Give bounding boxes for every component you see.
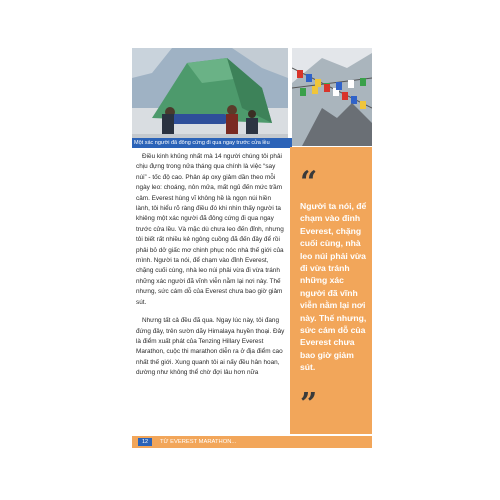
close-quote-icon: ” [300,387,318,422]
body-paragraph: Nhưng tất cả đều đã qua. Ngay lúc này, tôi đang đứng đây, trên sườn dãy Himalaya huyền thoại. Đây là điểm xuất phát của Tenzing Hillary Everest Marathon, cuộc thi marathon diễn ra ở địa điểm cao nhất thế giới. Xung quanh tôi ai nấy đều hân hoan, dường như không thể chờ đợi lâu hơn nữa [136,317,285,377]
photo-prayer-flags [292,48,372,146]
pull-quote-text: Người ta nói, để chạm vào đỉnh Everest, chặng cuối cùng, nhà leo núi phải vừa đi vừa tránh những xác người đã vĩnh viễn nằm lại nơi này. Thế nhưng, sức cám dỗ của Everest chưa bao giờ giảm sút. [300,201,367,373]
footer-title: TỪ EVEREST MARATHON... [160,439,237,445]
page-number: 12 [138,438,152,446]
photo-caption: Một xác người đã đông cứng đi qua ngay trước cửa lều [132,138,292,148]
article-body [136,152,286,436]
open-quote-icon: “ [300,165,318,200]
page-footer [132,436,372,448]
body-paragraph: Điều kinh khủng nhất mà 14 người chúng tôi phải chịu đựng trong nửa tháng qua chính là việc “say núi” - tốc độ cao. Phản áp oxy giảm dần theo mỗi ngày leo: choáng, nôn mửa, mất ngủ đến mức trầm cảm. Everest hùng vĩ không hề là ngọn núi hiền lành, tôi hiểu rõ ràng điều đó khi nhìn thấy người ta khiêng một xác người đã đông cứng đi qua ngay trước cửa lều. Và mặc dù chưa leo đến đỉnh, nhưng tôi biết rất nhiều kẻ ngông cuồng đã đến đây để rồi phải bỏ dở giấc mơ chinh phục nóc nhà thế giới của mình. Người ta nói, để chạm vào đỉnh Everest, chặng cuối cùng, nhà leo núi phải vừa đi vừa tránh những xác người đã vĩnh viễn nằm lại nơi này. Thế nhưng, sức cám dỗ của Everest chưa bao giờ giảm sút. [136,153,284,306]
photo-tent-stretcher [132,48,288,146]
